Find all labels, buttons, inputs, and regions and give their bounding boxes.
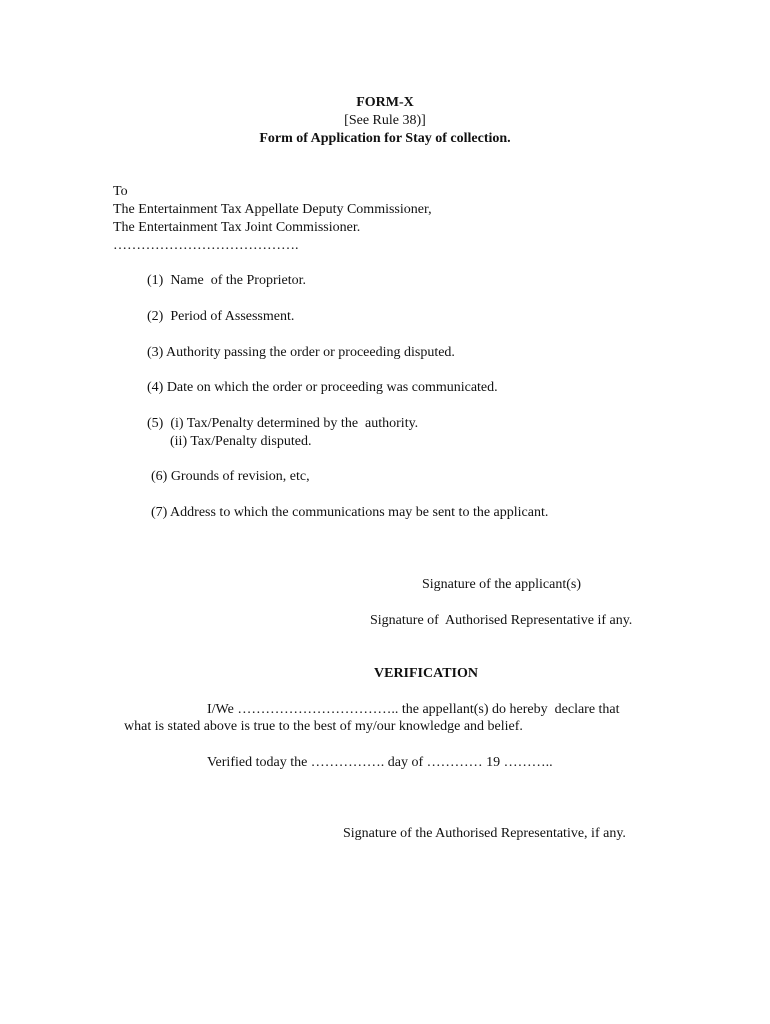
form-title: Form of Application for Stay of collection. [259, 131, 511, 146]
applicant-signature: Signature of the applicant(s) [422, 577, 582, 592]
item-grounds: (6) Grounds of revision, etc, [151, 469, 310, 484]
rule-reference: [See Rule 38)] [344, 113, 426, 128]
item-authority: (3) Authority passing the order or proceeding disputed. [147, 345, 455, 360]
item-tax-determined: (5) (i) Tax/Penalty determined by the authority. [147, 416, 419, 431]
form-number: FORM-X [356, 95, 414, 110]
verification-heading: VERIFICATION [374, 666, 478, 681]
addressee-to: To [113, 184, 128, 199]
item-assessment-period: (2) Period of Assessment. [147, 309, 295, 324]
addressee-line-2: The Entertainment Tax Joint Commissioner. [113, 220, 361, 235]
item-proprietor-name: (1) Name of the Proprietor. [147, 273, 307, 288]
addressee-line-1: The Entertainment Tax Appellate Deputy Commissioner, [113, 202, 432, 217]
addressee-line-3: …………………………………. [113, 238, 299, 253]
verification-signature: Signature of the Authorised Representative, if any. [343, 826, 626, 841]
declaration-line-2: what is stated above is true to the best of my/our knowledge and belief. [124, 719, 523, 734]
item-tax-disputed: (ii) Tax/Penalty disputed. [170, 434, 312, 449]
verified-date-line: Verified today the ……………. day of ………… 19 ……….. [207, 755, 553, 770]
item-communication-date: (4) Date on which the order or proceeding was communicated. [147, 380, 498, 395]
representative-signature: Signature of Authorised Representative if any. [370, 613, 633, 628]
declaration-line-1: I/We …………………………….. the appellant(s) do hereby declare that [207, 702, 620, 717]
item-address: (7) Address to which the communications may be sent to the applicant. [151, 505, 549, 520]
